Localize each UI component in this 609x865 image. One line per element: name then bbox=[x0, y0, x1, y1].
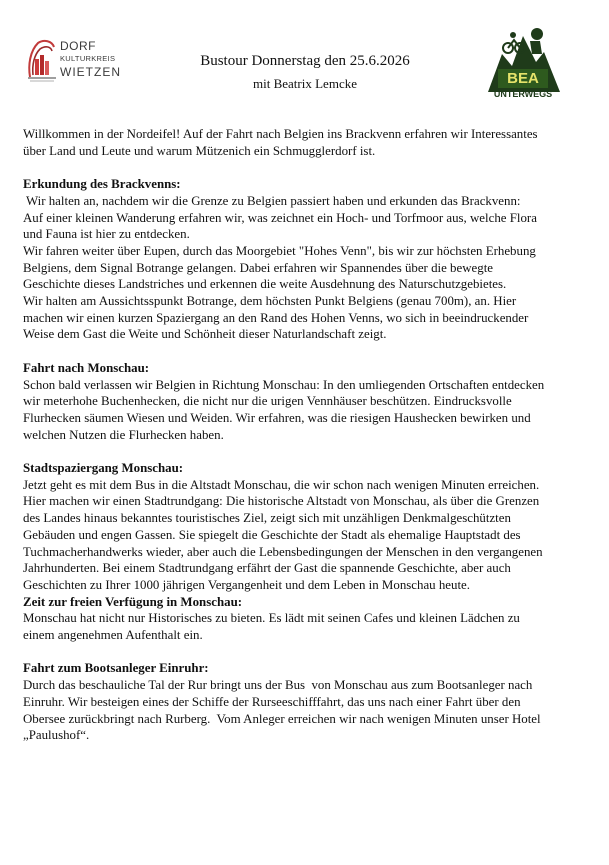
text-line: „Paulushof“. bbox=[23, 728, 90, 743]
logo-text-wietzen: WIETZEN bbox=[60, 65, 121, 79]
text-line: Jetzt geht es mit dem Bus in die Altstadt Monschau, die wir schon nach wenigen Minuten erreichen. bbox=[23, 477, 540, 492]
text-line: Monschau hat nicht nur Historisches zu bieten. Es lädt mit seinen Cafes und kleinen Lädchen zu bbox=[23, 611, 520, 626]
bea-unterwegs-badge-icon bbox=[480, 14, 566, 104]
section-heading: Stadtspaziergang Monschau: bbox=[23, 461, 184, 476]
section-stadtspaziergang bbox=[23, 460, 583, 594]
text-line: und Fauna ist hier zu entdecken. bbox=[23, 227, 190, 242]
logo-text-dorf: DORF bbox=[60, 39, 96, 53]
page-header bbox=[0, 0, 609, 110]
text-line: Gebäuden und engen Gassen. Sie spiegelt die Geschichte der Stadt als ehemalige Hauptstadt des bbox=[23, 527, 521, 542]
section-freie-zeit bbox=[23, 594, 583, 644]
text-line: Wir halten an, nachdem wir die Grenze zu Belgien passiert haben und erkunden das Brackvenn: bbox=[23, 193, 521, 208]
text-line: Schon bald verlassen wir Belgien in Richtung Monschau: In den umliegenden Ortschaften entdecken bbox=[23, 377, 545, 392]
logo-text-unterwegs: UNTERWEGS bbox=[493, 89, 553, 99]
text-line: Wir fahren weiter über Eupen, durch das Moorgebiet "Hohes Venn", bis wir zur höchsten Erhebung bbox=[23, 243, 536, 258]
tour-title: Bustour Donnerstag den 25.6.2026 bbox=[200, 53, 410, 69]
intro-paragraph bbox=[23, 126, 583, 159]
text-line: Willkommen in der Nordeifel! Auf der Fahrt nach Belgien ins Brackvenn erfahren wir Interessantes bbox=[23, 127, 538, 141]
text-line: Belgiens, dem Signal Botrange gelangen. Dabei erfahren wir Spannendes über die bewegte bbox=[23, 260, 493, 275]
text-line: Weise dem Gast die Weite und Schönheit dieser Naturlandschaft zeigt. bbox=[23, 327, 387, 342]
text-line: über Land und Leute und warum Mützenich ein Schmugglerdorf ist. bbox=[23, 143, 376, 158]
section-heading: Erkundung des Brackvenns: bbox=[23, 177, 181, 192]
text-line: Geschichten zu Ihrer 1000 jährigen Vergangenheit und dem Leben in Monschau heute. bbox=[23, 577, 470, 592]
logo-text-kulturkreis: KULTURKREIS bbox=[60, 54, 116, 63]
text-line: Wir halten am Aussichtsspunkt Botrange, dem höchsten Punkt Belgiens (genau 700m), an. Hier bbox=[23, 294, 517, 309]
section-bootsanleger bbox=[23, 660, 583, 744]
section-heading: Fahrt nach Monschau: bbox=[23, 360, 150, 375]
text-line: Auf einer kleinen Wanderung erfahren wir, was zeichnet ein Hoch- und Torfmoor aus, welche Flora bbox=[23, 210, 537, 225]
text-line: Durch das beschauliche Tal der Rur bringt uns der Bus von Monschau aus zum Bootsanleger nach bbox=[23, 678, 533, 693]
logo-text-bea: BEA bbox=[507, 70, 539, 87]
text-line: Flurhecken säumen Wiesen und Weiden. Wir erfahren, was die riesigen Haushecken bewirken und bbox=[23, 410, 531, 425]
tour-guide: mit Beatrix Lemcke bbox=[253, 76, 357, 91]
text-line: einem angenehmen Aufenthalt ein. bbox=[23, 628, 203, 643]
kulturkreis-emblem-icon bbox=[24, 37, 60, 83]
text-line: des Landes hinaus bekanntes touristisches Ziel, zeigt sich mit unzähligen Denkmalgeschützten bbox=[23, 511, 511, 526]
document-body bbox=[23, 126, 583, 744]
text-line: Geschichte dieses Landstriches und erkennen die weite Ausdehnung des Naturschutzgebietes. bbox=[23, 277, 507, 292]
section-fahrt-monschau bbox=[23, 360, 583, 444]
text-line: Tuchmacherhandwerks wieder, aber auch die Lebensbedingungen der Menschen in den vergangenen bbox=[23, 544, 543, 559]
text-line: Obersee zurückbringt nach Rurberg. Vom Anleger erreichen wir nach wenigen Minuten unser Hotel bbox=[23, 711, 541, 726]
text-line: Jahrhunderten. Bei einem Stadtrundgang erfährt der Gast die spannende Geschichte, aber auch bbox=[23, 561, 511, 576]
text-line: machen wir einen kurzen Spaziergang an den Rand des Hohen Venns, wo sich in beeindruckender bbox=[23, 310, 529, 325]
bea-unterwegs-logo bbox=[480, 14, 566, 104]
text-line: wir meterhohe Buchenhecken, die nicht nur die urigen Vennhäuser beschützen. Eindrucksvolle bbox=[23, 394, 512, 409]
section-brackvenn bbox=[23, 176, 583, 343]
section-heading: Zeit zur freien Verfügung in Monschau: bbox=[23, 594, 243, 609]
section-heading: Fahrt zum Bootsanleger Einruhr: bbox=[23, 661, 209, 676]
text-line: welchen Nutzen die Flurhecken haben. bbox=[23, 427, 224, 442]
text-line: Einruhr. Wir besteigen eines der Schiffe der Rurseeschifffahrt, das uns nach einer Fahrt über den bbox=[23, 694, 521, 709]
text-line: Hier machen wir einen Stadtrundgang: Die historische Altstadt von Monschau, als über die Grenzen bbox=[23, 494, 540, 509]
dorf-kulturkreis-logo bbox=[24, 37, 130, 83]
